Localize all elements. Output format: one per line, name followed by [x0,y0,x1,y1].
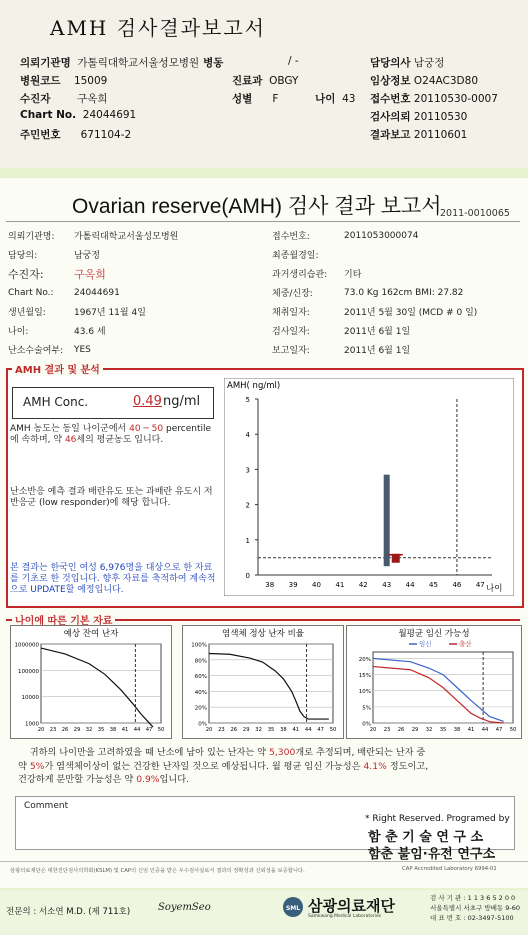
mini-x-tick-label: 29 [242,727,250,733]
patient-value: 구옥희 [77,93,108,105]
inst-label: 의뢰기관명 [20,57,71,69]
remaining-eggs-chart [10,625,172,739]
mini-x-tick-label: 47 [495,727,503,733]
mini-y-tick-label: 0% [362,721,371,728]
title-divider [6,221,520,222]
info-label: 검사일자: [272,327,310,337]
ward-value: / - [288,55,299,67]
contact-line-2: 서울특별시 서초구 방배동 9-60 [430,904,521,912]
amh-y-tick-label: 0 [245,572,250,580]
header-left [20,55,223,145]
info-value: 2011년 6월 1일 [344,346,411,356]
age-summary-line-1 [18,746,523,760]
info-label: 채취일자: [272,308,310,318]
comment-label: Comment [24,801,69,811]
amh-conc-value: 0.49 [133,394,162,409]
info-label: Chart No.: [8,287,54,298]
org-name: 삼광의료재단 [308,897,395,915]
amh-x-tick-label: 45 [429,581,438,589]
amh-y-tick-label: 4 [245,431,250,440]
info-value: 가톨릭대학교서울성모병원 [74,232,179,242]
mini-y-tick-label: 20% [358,656,371,663]
amh-chart-ylabel: AMH( ng/ml) [227,381,281,391]
monthly-pregnancy-title: 월평균 임신 가능성 [398,629,470,639]
info-label: 보고일자: [272,346,310,356]
mini-x-tick-label: 44 [133,727,141,733]
amh-range-bar [384,475,390,567]
mini-plot-area [41,644,161,723]
mini-x-tick-label: 26 [230,727,238,733]
mini-x-tick-label: 32 [85,727,93,733]
report-title: Ovarian reserve(AMH) 검사 결과 보고서 [72,195,442,218]
hosp-code-value: 15009 [73,75,108,87]
sml-logo-icon [282,896,304,918]
chart-value: 24044691 [82,109,137,121]
info-row [272,245,522,264]
doctor-value: 남궁정 [413,57,445,69]
contact-block [430,893,520,923]
hosp-code-label: 병원코드 [20,75,61,87]
mini-y-tick-label: 10000 [21,695,39,702]
mini-y-tick-label: 100000 [18,668,39,675]
header-right [370,55,498,145]
mini-x-tick-label: 26 [397,727,405,733]
s3-birth-pct: 0.9% [136,774,160,785]
p1-avg-age: 46 [64,435,77,445]
amh-y-tick-label: 5 [245,396,250,404]
info-row [272,226,522,245]
sex-label: 성별 [232,93,253,105]
s2-text-b: 가 염색체이상이 없는 건강한 난자일 것으로 예상됩니다. 월 평균 임신 가능성은 [44,760,361,772]
mini-x-tick-label: 44 [304,727,312,733]
normal-chromosome-title: 염색체 정상 난자 비율 [221,629,305,639]
clinical-value: O24AC3D80 [413,75,479,87]
info-row [8,340,263,359]
rrn-label: 주민번호 [20,129,61,141]
info-label: 과거생리습관: [272,270,328,280]
mini-x-tick-label: 50 [157,727,165,733]
amh-paragraph-3: 본 결과는 한국인 여성 6,976명을 대상으로 한 자료를 기초로 한 것입니다. 향후 자료를 축적하여 계속적으로 UPDATE할 예정입니다. [10,563,216,595]
specialist-text: 전문의 : 서소연 M.D. (제 711호) [6,907,131,917]
mini-x-tick-label: 20 [369,727,377,733]
amh-x-tick-label: 38 [265,581,275,589]
amh-x-tick-label: 42 [358,581,368,589]
request-label: 검사의뢰 [370,111,411,123]
mini-y-tick-label: 0% [198,721,207,728]
s2-text-a: 약 [18,760,27,772]
dept-label: 진료과 [232,75,263,87]
amh-conc-box [12,387,214,419]
amh-x-tick-label: 43 [382,581,392,589]
info-value: 구옥희 [74,267,106,281]
lab-name-1: 함 춘 기 술 연 구 소 [368,830,484,845]
receipt-value: 20110530-0007 [413,93,498,105]
contact-line-1: 검 사 기 관 : 1 1 3 6 5 2 0 0 [430,894,516,902]
age-summary [18,746,523,787]
age-label: 나이 [315,93,336,105]
info-label: 생년월일: [8,308,46,318]
document-title: AMH 검사결과보고서 [50,16,266,40]
amh-age-chart [224,378,514,596]
info-label: 수진자: [8,267,44,281]
patient-label: 수진자 [20,93,51,105]
mini-x-tick-label: 41 [467,727,475,733]
header-mid [232,73,355,109]
info-label: 체중/신장: [272,289,313,299]
amh-analysis-label: AMH 결과 및 분석 [12,361,103,376]
mini-x-tick-label: 35 [439,727,447,733]
amh-y-tick-label: 3 [245,466,250,475]
s2-preg-pct: 4.1% [363,760,387,772]
clinical-label: 임상정보 [370,75,411,87]
lab-name-2: 함춘 불임·유전 연구소 [368,847,496,862]
info-label: 최종월경일: [272,251,319,261]
s2-text-c: 정도이고, [389,760,429,772]
mini-y-tick-label: 5% [362,705,371,712]
info-row [8,283,263,302]
mini-y-tick-label: 100% [191,642,207,649]
signature: SoyemSeo [158,902,211,913]
mini-x-tick-label: 35 [97,727,105,733]
mini-x-tick-label: 44 [481,727,489,733]
info-value: 2011년 6월 1일 [344,327,411,337]
info-row [272,283,522,302]
age-section-label: 나이에 따른 기본 자료 [12,612,115,627]
info-value: 기타 [344,270,362,280]
info-row [8,302,263,321]
mini-x-tick-label: 32 [425,727,433,733]
org-name-en: Samkwang Medical Laboratories [308,914,382,919]
amh-x-tick-label: 46 [452,581,462,589]
mini-x-tick-label: 47 [317,727,324,733]
request-value: 20110530 [413,111,468,123]
report-info-left [8,226,263,359]
info-value: 2011053000074 [344,230,419,241]
amh-y-tick-label: 1 [245,536,250,545]
mini-x-tick-label: 26 [61,727,69,733]
report-label: 결과보고 [370,129,411,141]
patient-point [392,554,400,563]
s3-text-b: 입니다. [159,774,190,785]
amh-conc-unit: ng/ml [163,394,201,409]
info-row [272,321,522,340]
amh-x-tick-label: 39 [288,581,298,589]
info-row [8,264,263,283]
mini-x-tick-label: 38 [453,727,461,733]
info-value: 2011년 5월 30일 (MCD # 0 일) [344,308,478,318]
rrn-value: 671104-2 [80,129,132,141]
sex-value: F [272,93,279,105]
age-summary-line-2 [18,760,523,774]
mini-y-tick-label: 40% [194,689,207,696]
info-row [272,302,522,321]
mini-y-tick-label: 80% [194,658,207,665]
mini-plot-area [209,644,333,723]
info-label: 담당의: [8,251,38,261]
amh-paragraph-2: 난소반응 예측 결과 배란유도 또는 과배란 유도시 저반응군 (low responder)에 해당 합니다. [10,487,213,508]
age-value: 43 [342,93,356,105]
mini-x-tick-label: 20 [37,727,45,733]
doctor-label: 담당의사 [370,57,411,69]
svg-text:SML: SML [285,905,301,912]
mini-x-tick-label: 41 [292,727,300,733]
mini-x-tick-label: 38 [280,727,287,733]
amh-chart-xlabel: 나이 [486,584,503,594]
info-label: 난소수술여부: [8,346,64,356]
mini-x-tick-label: 41 [121,727,129,733]
report-value: 20110601 [413,129,468,141]
s1-text-a: 귀하의 나이만을 고려하였을 때 난소에 남아 있는 난자는 약 [29,747,267,758]
info-row [272,264,522,283]
s1-egg-count: 5,300 [268,747,296,758]
info-value: 남궁정 [74,251,101,261]
p1-text-c: 세의 평균농도 입니다. [76,435,164,445]
mini-x-tick-label: 32 [255,727,262,733]
amh-x-tick-label: 40 [312,581,321,589]
cap-text: CAP Accredited Laboratory 6994-01 [402,866,497,872]
info-value: 43.6 세 [74,327,106,337]
amh-x-tick-label: 47 [475,581,485,589]
receipt-label: 접수번호 [370,93,411,105]
info-row [272,340,522,359]
mini-y-tick-label: 10% [358,689,371,696]
amh-chart-frame [224,378,514,596]
mini-x-tick-label: 23 [383,727,391,733]
rights-text: * Right Reserved. Programed by [365,814,510,824]
s1-text-b: 개로 추정되며, 배란되는 난자 중 [295,747,426,758]
info-value: YES [74,344,91,355]
mini-x-tick-label: 20 [205,727,213,733]
mini-y-tick-label: 60% [194,674,207,681]
info-row [8,226,263,245]
amh-x-tick-label: 44 [405,581,415,589]
info-value: 1967년 11월 4일 [74,308,146,318]
p1-text-b: percentile에 속하며, 약 [10,424,212,445]
mini-x-tick-label: 23 [218,727,225,733]
footer-divider [0,861,528,862]
amh-x-tick-label: 41 [335,581,345,589]
mini-x-tick-label: 35 [267,727,275,733]
info-row [8,321,263,340]
ward-label: 병동 [203,57,224,69]
p1-text-a: AMH 농도는 동일 나이군에서 [10,424,127,434]
info-label: 접수번호: [272,232,310,242]
mini-y-tick-label: 20% [194,705,207,712]
inst-value: 가톨릭대학교서울성모병원 [77,57,200,69]
info-value: 73.0 Kg 162cm BMI: 27.82 [344,287,464,298]
mini-x-tick-label: 23 [49,727,57,733]
legend-label: 임신 [419,640,432,648]
legend-label: 출산 [459,640,472,648]
s3-text-a: 건강하게 분만할 가능성은 약 [18,774,134,785]
mini-x-tick-label: 29 [73,727,81,733]
mini-x-tick-label: 29 [411,727,419,733]
report-number: 2011-0010065 [440,208,510,219]
dept-value: OBGY [269,75,299,87]
age-summary-line-3 [18,773,523,787]
info-label: 나이: [8,327,29,337]
amh-y-tick-label: 2 [245,501,250,510]
mini-y-tick-label: 1000 [25,721,39,728]
s2-normal-pct: 5% [29,760,45,772]
mini-x-tick-label: 50 [509,727,517,733]
mini-x-tick-label: 50 [329,727,337,733]
p1-percentile: 40 ─ 50 [129,424,164,434]
normal-chromosome-chart [182,625,344,739]
report-info-right [272,226,522,359]
mini-y-tick-label: 15% [358,673,371,680]
chart-label: Chart No. [20,109,77,121]
contact-line-3: 대 표 번 호 : 02-3497-5100 [430,914,514,922]
amh-paragraph-1 [10,424,215,446]
mini-x-tick-label: 47 [145,727,153,733]
monthly-pregnancy-chart [346,625,522,739]
info-label: 의뢰기관명: [8,232,55,242]
cert-text: 삼광의료재단은 대한진단검사의학회(KSLM) 및 CAP의 신임 인증을 받은 우수검사실로서 결과의 정확성과 신뢰성을 보증합니다. [10,868,305,874]
mini-x-tick-label: 38 [109,727,117,733]
mini-y-tick-label: 1000000 [14,642,39,649]
remaining-eggs-title: 예상 잔여 난자 [63,629,119,639]
amh-conc-label: AMH Conc. [23,395,89,409]
info-value: 24044691 [74,287,120,298]
info-row [8,245,263,264]
